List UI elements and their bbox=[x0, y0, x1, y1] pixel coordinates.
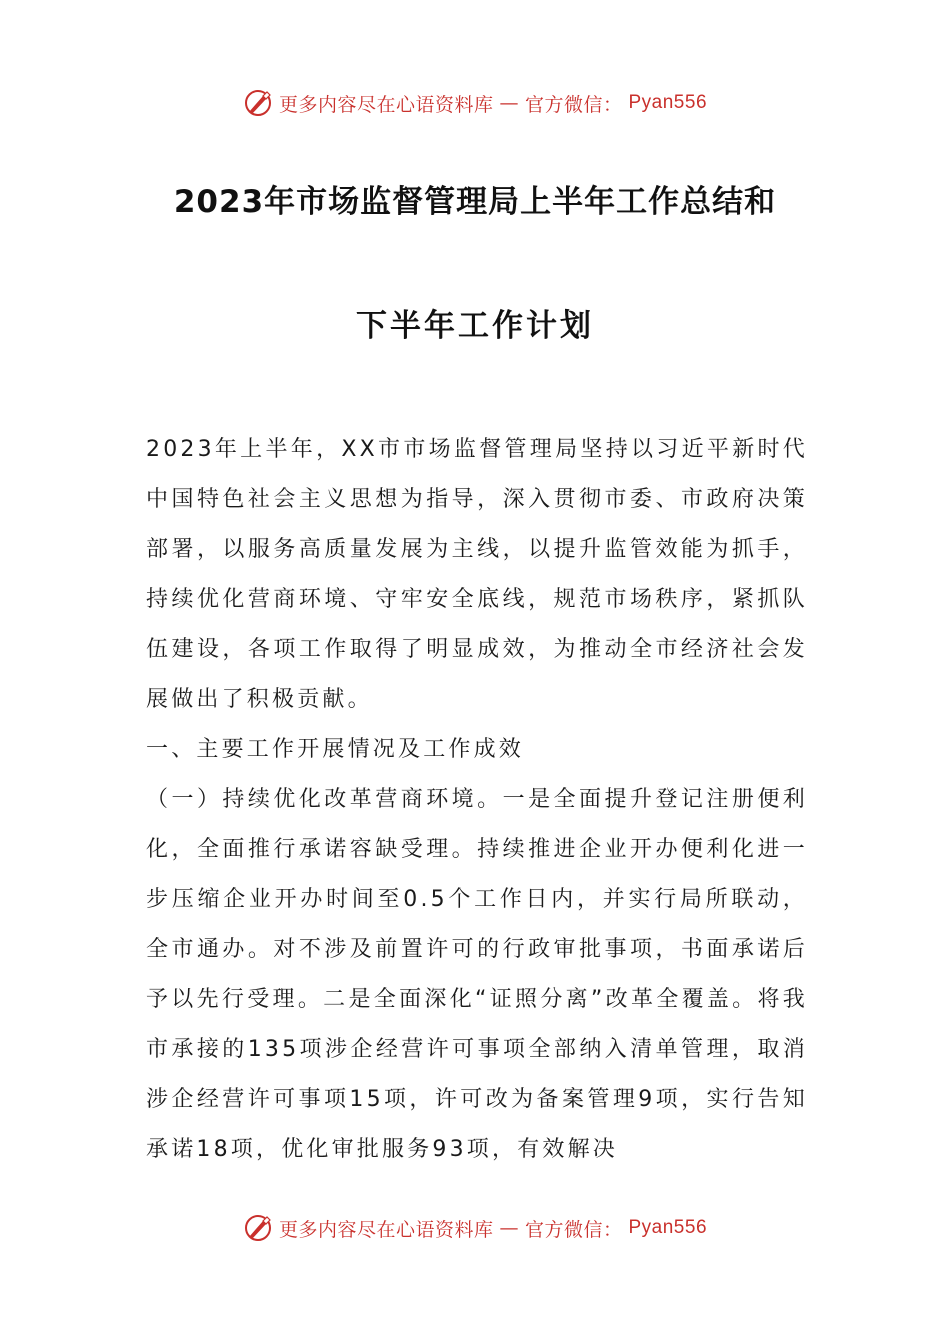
watermark-separator: — bbox=[499, 92, 519, 114]
pen-circle-logo-icon bbox=[243, 1213, 273, 1243]
document-title-line-1: 2023年市场监督管理局上半年工作总结和 bbox=[173, 184, 777, 220]
watermark-official: 官方微信： bbox=[524, 1218, 623, 1241]
paragraph-intro: 2023年上半年，XX市市场监督管理局坚持以习近平新时代中国特色社会主义思想为指导，深入贯彻市委、市政府决策部署，以服务高质量发展为主线，以提升监管效能为抓手，持续优化营商环境、守牢安全底线，规范市场秩序，紧抓队伍建设，各项工作取得了明显成效，为推动全市经济社会发展做出了积极贡献。 bbox=[146, 437, 808, 712]
watermark-text: 更多内容尽在心语资料库 bbox=[278, 93, 494, 116]
watermark-id: Pyan556 bbox=[628, 92, 708, 113]
watermark-separator: — bbox=[499, 1217, 519, 1239]
watermark-text: 更多内容尽在心语资料库 bbox=[278, 1218, 494, 1241]
header-watermark bbox=[0, 88, 950, 118]
watermark-id: Pyan556 bbox=[628, 1217, 708, 1238]
paragraph-section-heading: 一、主要工作开展情况及工作成效 bbox=[146, 737, 525, 762]
pen-circle-logo-icon bbox=[243, 88, 273, 118]
paragraph-section-1: （一）持续优化改革营商环境。一是全面提升登记注册便利化，全面推行承诺容缺受理。持续推进企业开办便利化进一步压缩企业开办时间至0.5个工作日内，并实行局所联动，全市通办。对不涉及前置许可的行政审批事项，书面承诺后予以先行受理。二是全面深化“证照分离”改革全覆盖。将我市承接的135项涉企经营许可事项全部纳入清单管理，取消涉企经营许可事项15项，许可改为备案管理9项，实行告知承诺18项，优化审批服务93项，有效解决 bbox=[146, 787, 808, 1162]
footer-watermark bbox=[0, 1213, 950, 1243]
document-body bbox=[146, 425, 808, 1175]
watermark-official: 官方微信： bbox=[524, 93, 623, 116]
document-title-line-2: 下半年工作计划 bbox=[356, 308, 594, 344]
